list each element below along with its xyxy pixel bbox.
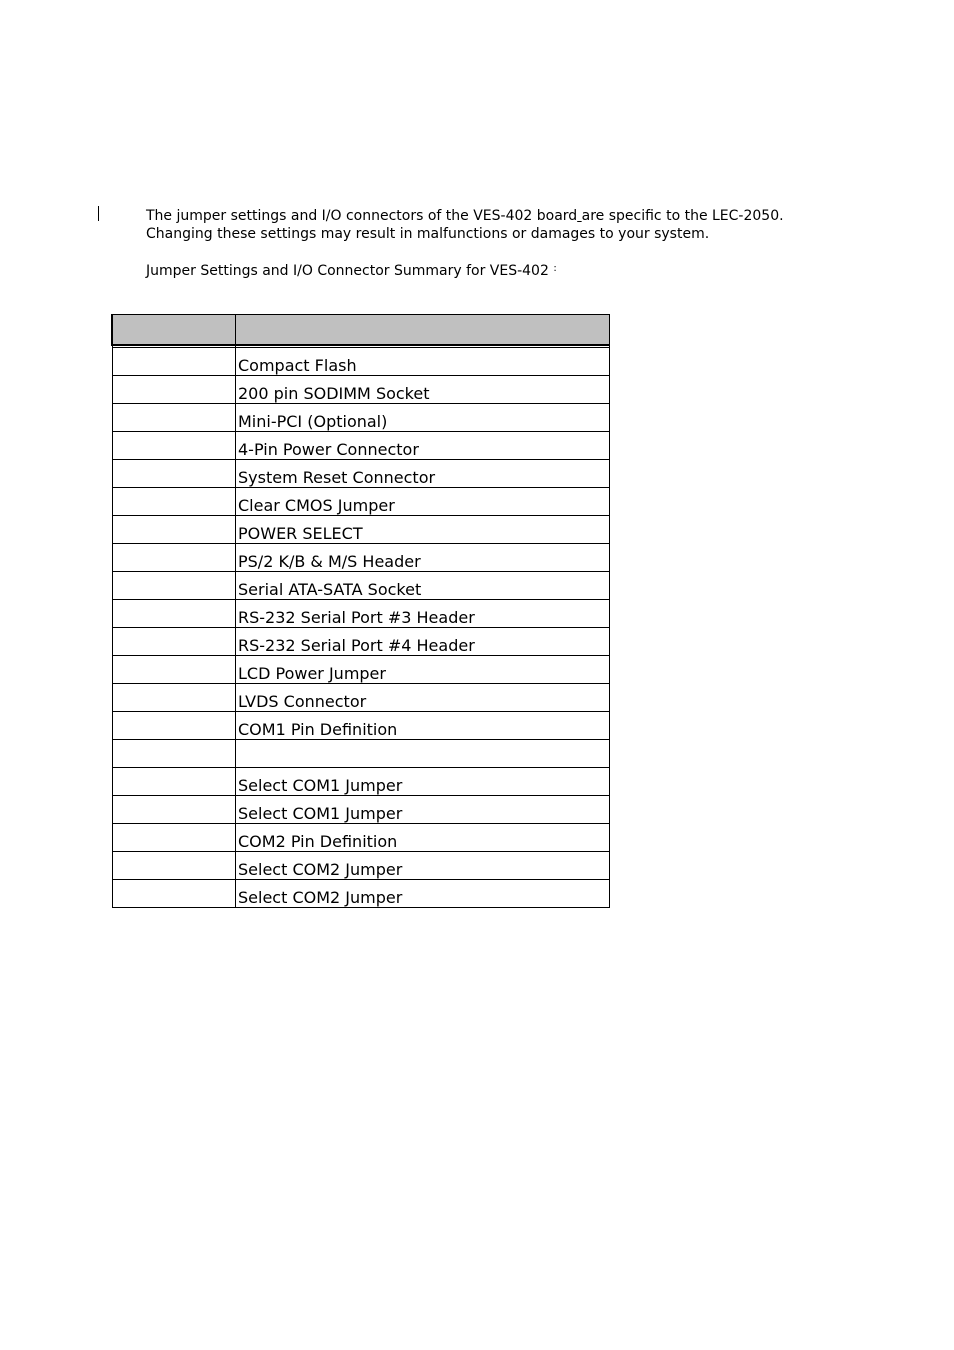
intro-line-1	[146, 207, 784, 225]
row-description: Serial ATA-SATA Socket	[236, 572, 610, 600]
intro-line-1-b: are specific to the LEC-2050.	[581, 208, 784, 224]
intro-line-2: Changing these settings may result in malfunctions or damages to your system.	[146, 226, 710, 242]
table-row	[112, 600, 610, 628]
summary-heading-text: Jumper Settings and I/O Connector Summary for VES-402	[146, 263, 549, 279]
table-row	[112, 684, 610, 712]
summary-heading	[146, 260, 557, 280]
row-label-cell	[112, 600, 236, 628]
row-description: COM1 Pin Definition	[236, 712, 610, 740]
row-label-cell	[112, 516, 236, 544]
table-row	[112, 348, 610, 376]
row-description	[236, 740, 610, 768]
row-label-cell	[112, 656, 236, 684]
table-row	[112, 404, 610, 432]
row-label-cell	[112, 740, 236, 768]
row-label-cell	[112, 628, 236, 656]
table-row	[112, 824, 610, 852]
row-label-cell	[112, 796, 236, 824]
table-row	[112, 628, 610, 656]
row-label-cell	[112, 768, 236, 796]
table-row	[112, 488, 610, 516]
table-row	[112, 544, 610, 572]
intro-line-1-a: The jumper settings and I/O connectors of the VES-402 board	[146, 208, 578, 224]
row-label-cell	[112, 404, 236, 432]
row-description: RS-232 Serial Port #3 Header	[236, 600, 610, 628]
row-label-cell	[112, 460, 236, 488]
row-description: Select COM2 Jumper	[236, 880, 610, 908]
row-description: Select COM2 Jumper	[236, 852, 610, 880]
table-row	[112, 852, 610, 880]
table-row	[112, 796, 610, 824]
row-description: Select COM1 Jumper	[236, 768, 610, 796]
summary-colon: :	[553, 263, 557, 274]
row-label-cell	[112, 880, 236, 908]
row-description: LVDS Connector	[236, 684, 610, 712]
row-description: 200 pin SODIMM Socket	[236, 376, 610, 404]
row-label-cell	[112, 376, 236, 404]
table-row	[112, 376, 610, 404]
row-label-cell	[112, 852, 236, 880]
row-label-cell	[112, 432, 236, 460]
row-description: Select COM1 Jumper	[236, 796, 610, 824]
table-row	[112, 768, 610, 796]
row-label-cell	[112, 712, 236, 740]
row-description: POWER SELECT	[236, 516, 610, 544]
table-header-row	[112, 315, 610, 346]
row-label-cell	[112, 684, 236, 712]
table-row	[112, 432, 610, 460]
header-cell-description	[236, 315, 610, 346]
header-cell-label	[112, 315, 236, 346]
row-label-cell	[112, 572, 236, 600]
jumper-table	[111, 314, 610, 908]
table-row	[112, 656, 610, 684]
table-row	[112, 740, 610, 768]
row-description: RS-232 Serial Port #4 Header	[236, 628, 610, 656]
row-description: COM2 Pin Definition	[236, 824, 610, 852]
table-row	[112, 880, 610, 908]
row-description: Mini-PCI (Optional)	[236, 404, 610, 432]
row-description: Clear CMOS Jumper	[236, 488, 610, 516]
row-label-cell	[112, 488, 236, 516]
table-row	[112, 460, 610, 488]
row-label-cell	[112, 348, 236, 376]
table-row	[112, 572, 610, 600]
row-label-cell	[112, 824, 236, 852]
row-description: LCD Power Jumper	[236, 656, 610, 684]
row-description: System Reset Connector	[236, 460, 610, 488]
change-bar	[98, 206, 99, 221]
row-description: Compact Flash	[236, 348, 610, 376]
row-label-cell	[112, 544, 236, 572]
row-description: PS/2 K/B & M/S Header	[236, 544, 610, 572]
intro-paragraph	[146, 207, 784, 243]
row-description: 4-Pin Power Connector	[236, 432, 610, 460]
table-row	[112, 712, 610, 740]
table-row	[112, 516, 610, 544]
